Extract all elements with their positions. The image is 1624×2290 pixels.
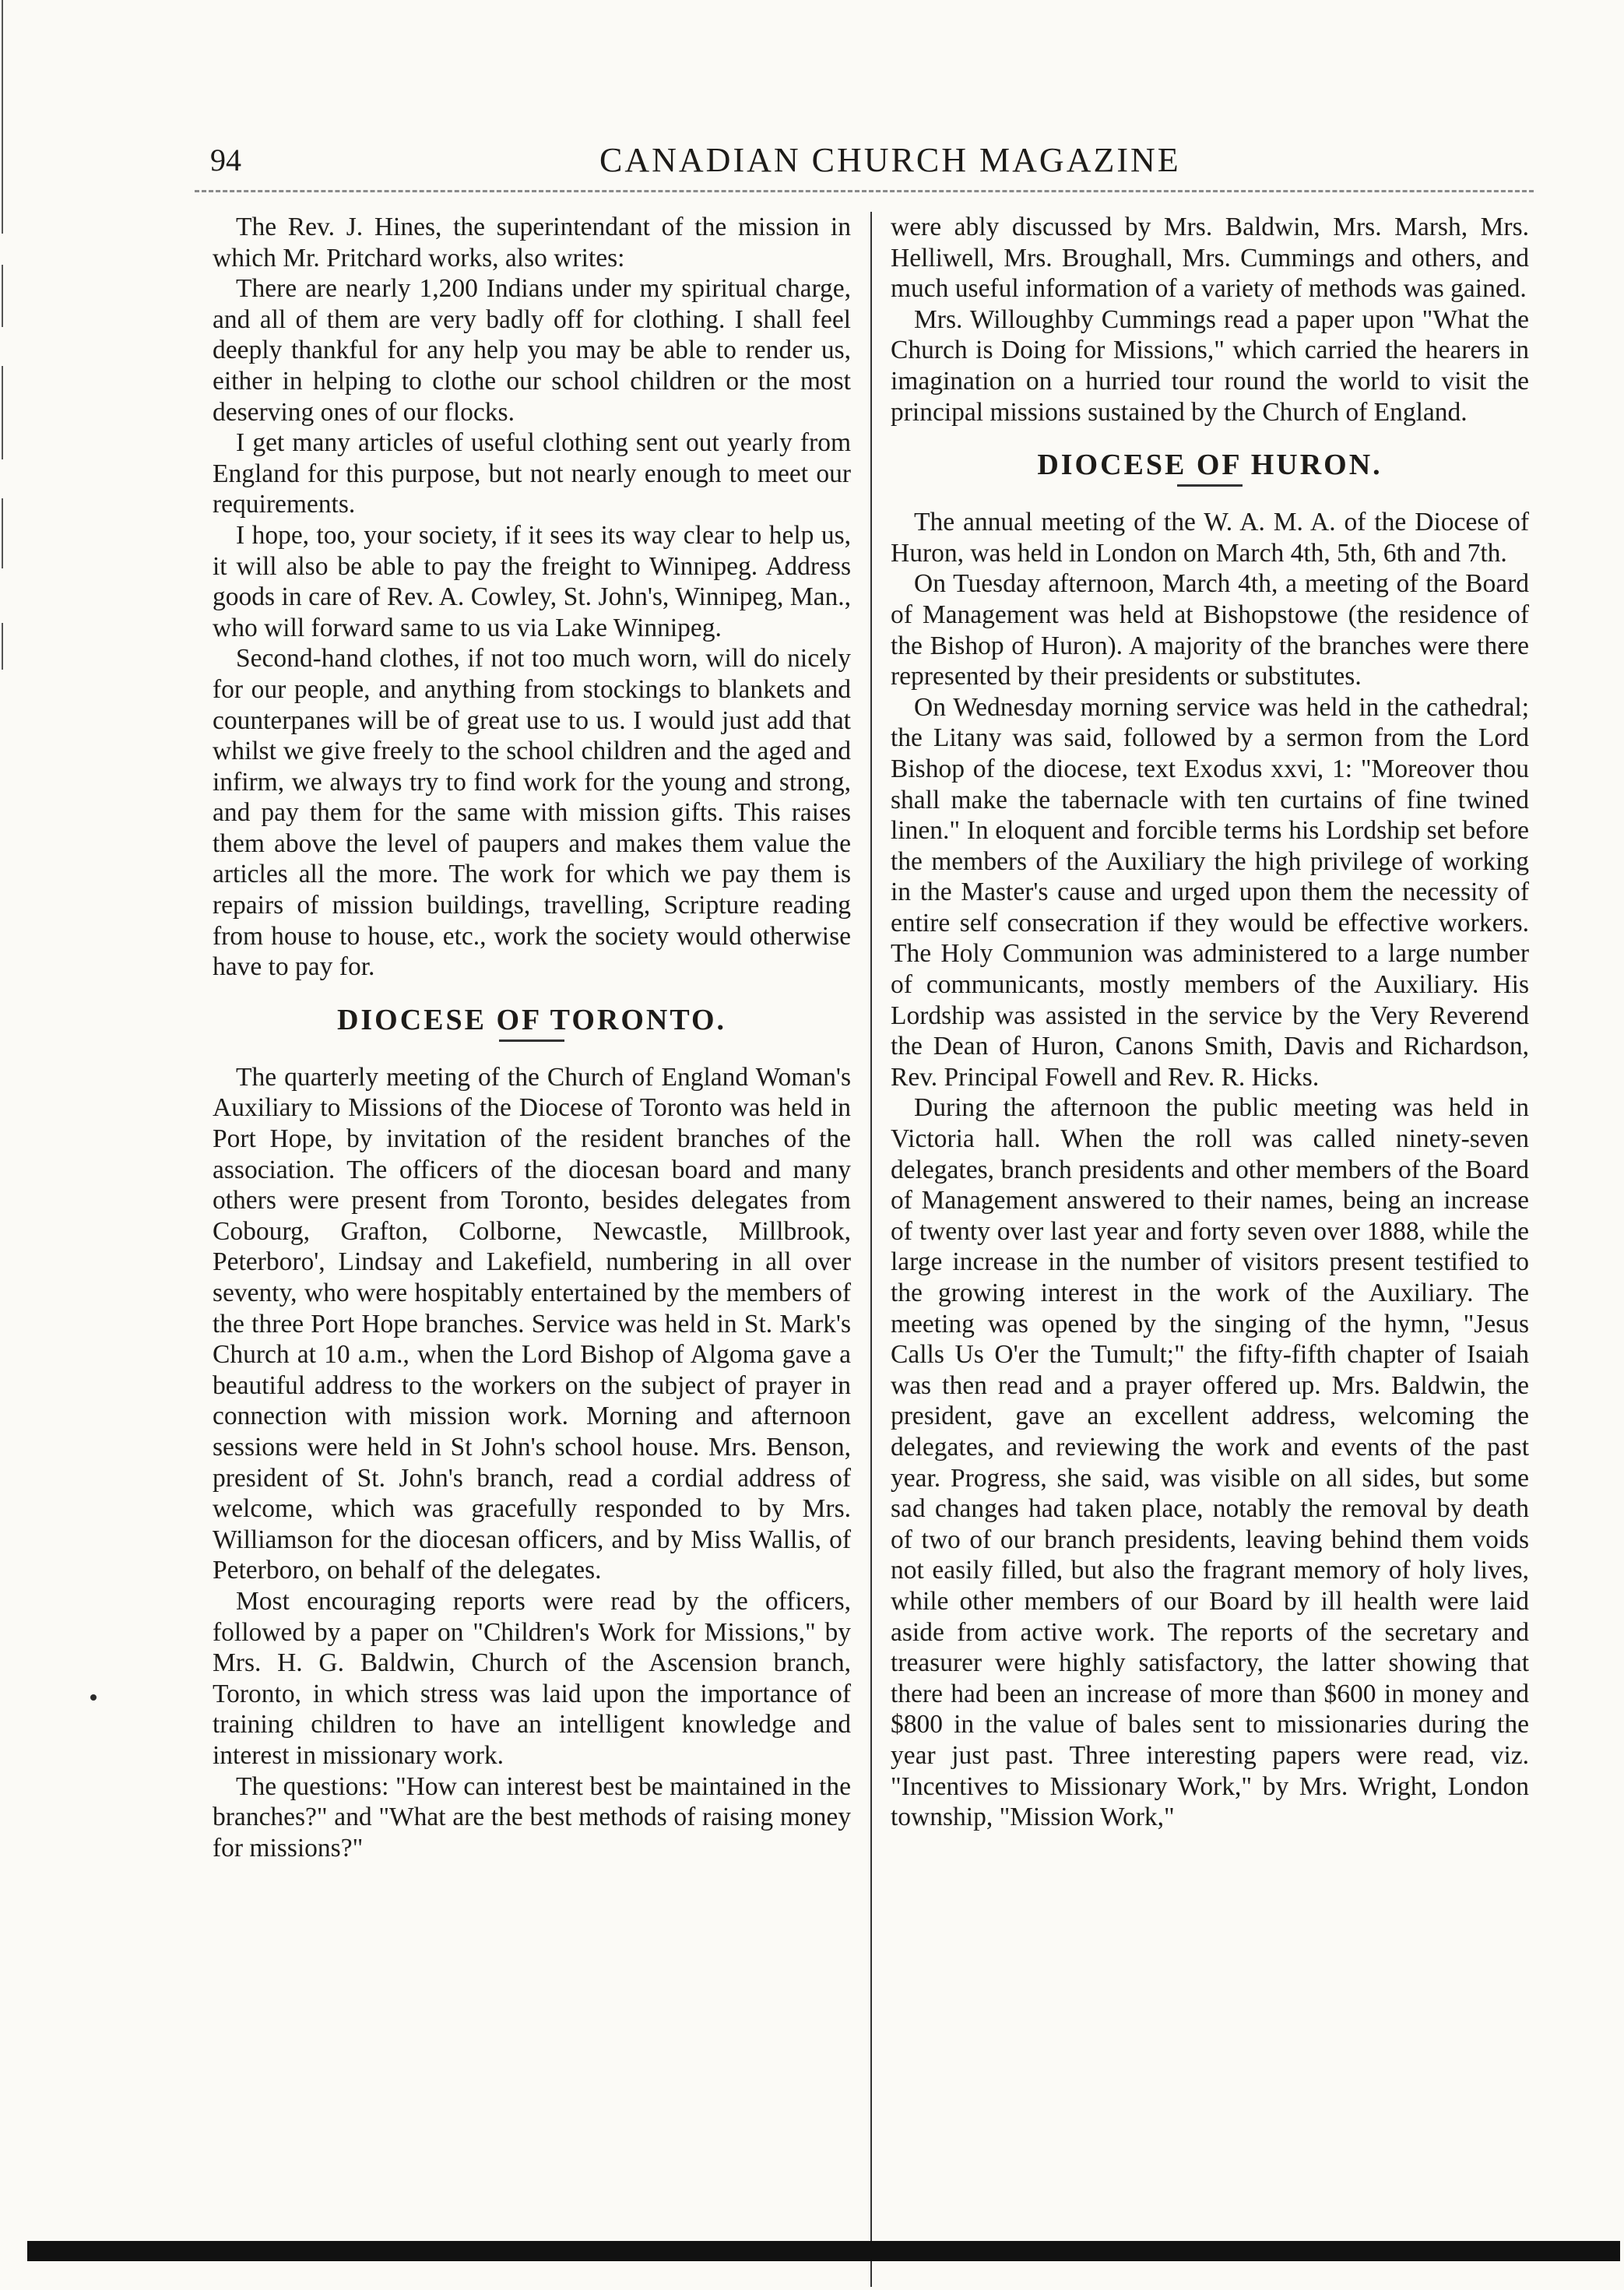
section-heading-huron: DIOCESE OF HURON. <box>1037 449 1383 482</box>
section-heading-toronto: DIOCESE OF TORONTO. <box>336 1003 727 1036</box>
paragraph: On Tuesday afternoon, March 4th, a meeting of the Board of Management was held at Bishopstowe (the residence of the Bishop of Huron). A majority of the branches were there represented by their presidents or substitutes. <box>891 569 1529 691</box>
bottom-scan-bar <box>27 2241 1620 2261</box>
paragraph: Second-hand clothes, if not too much worn, will do nicely for our people, and anything from stockings to blankets and counterpanes will be of great use to us. I would just add that whilst we give freely to the school children and the aged and infirm, we always try to find work for the young and strong, and pay them for the same with mission gifts. This raises them above the level of paupers and makes them value the articles all the more. The work for which we pay them is repairs of mission buildings, travelling, Scripture reading from house to house, etc., work the society would otherwise have to pay for. <box>213 644 851 982</box>
column-divider <box>870 212 872 2287</box>
paragraph: During the afternoon the public meeting was held in Victoria hall. When the roll was called ninety-seven delegates, branch presidents and other members of the Board of Management answered to their names, being an increase of twenty over last year and forty seven over 1888, while the large increase in the number of visitors present testified to the growing interest in the work of the Auxiliary. The meeting was opened by the singing of the hymn, "Jesus Calls Us O'er the Tumult;" the fifty-fifth chapter of Isaiah was then read and a prayer offered up. Mrs. Baldwin, the president, gave an excellent address, welcoming the delegates, and reviewing the work and events of the past year. Progress, she said, was visible on all sides, but some sad changes had taken place, notably the removal by death of two of our branch presidents, leaving behind them voids not easily filled, but also the fragrant memory of holy lives, while other members of our Board by ill health were laid aside from active work. The reports of the secretary and treasurer were highly satisfactory, the latter showing that there had been an increase of more than $600 in money and $800 in the value of bales sent to missionaries during the year just past. Three interesting papers were read, viz. "Incentives to Missionary Work," by Mrs. Wright, London township, "Mission Work," <box>891 1093 1529 1832</box>
scan-edge-line <box>2 498 3 568</box>
scan-edge-line <box>2 366 3 459</box>
left-column <box>213 212 851 1863</box>
stray-ink-dot <box>90 1694 97 1701</box>
scan-edge-line <box>2 265 3 327</box>
paragraph: The Rev. J. Hines, the superintendant of the mission in which Mr. Pritchard works, also writes: <box>213 213 851 273</box>
heading-rule <box>499 1039 564 1042</box>
header-rule <box>195 190 1534 192</box>
page-number: 94 <box>210 142 241 178</box>
paragraph: Most encouraging reports were read by the officers, followed by a paper on "Children's Work for Missions," by Mrs. H. G. Baldwin, Church of the Ascension branch, Toronto, in which stress was laid upon the importance of training children to have an intelligent knowledge and interest in missionary work. <box>213 1586 851 1770</box>
paragraph: There are nearly 1,200 Indians under my spiritual charge, and all of them are very badly off for clothing. I shall feel deeply thankful for any help you may be able to render us, either in helping to clothe our school children or the most deserving ones of our flocks. <box>213 274 851 427</box>
right-column <box>891 212 1529 1833</box>
scan-edge-line <box>2 0 3 234</box>
scan-edge-line <box>2 623 3 670</box>
paragraph: The questions: "How can interest best be maintained in the branches?" and "What are the best methods of raising money for missions?" <box>213 1771 851 1863</box>
running-title: CANADIAN CHURCH MAGAZINE <box>599 141 1181 179</box>
page-header <box>210 139 1534 193</box>
paragraph: I get many articles of useful clothing sent out yearly from England for this purpose, but not nearly enough to meet our requirements. <box>213 428 851 519</box>
paragraph: The annual meeting of the W. A. M. A. of the Diocese of Huron, was held in London on March 4th, 5th, 6th and 7th. <box>891 508 1529 568</box>
paragraph: The quarterly meeting of the Church of England Woman's Auxiliary to Missions of the Diocese of Toronto was held in Port Hope, by invitation of the resident branches of the association. The officers of the diocesan board and many others were present from Toronto, besides delegates from Cobourg, Grafton, Colborne, Newcastle, Millbrook, Peterboro', Lindsay and Lakefield, numbering in all over seventy, who were hospitably entertained by the members of the three Port Hope branches. Service was held in St. Mark's Church at 10 a.m., when the Lord Bishop of Algoma gave a beautiful address to the workers on the subject of prayer in connection with mission work. Morning and afternoon sessions were held in St John's school house. Mrs. Benson, president of St. John's branch, read a cordial address of welcome, which was gracefully responded to by Mrs. Williamson for the diocesan officers, and by Miss Wallis, of Peterboro, on behalf of the delegates. <box>213 1062 851 1585</box>
heading-rule <box>1177 484 1243 487</box>
paragraph: were ably discussed by Mrs. Baldwin, Mrs. Marsh, Mrs. Helliwell, Mrs. Broughall, Mrs. Cummings and others, and much useful information of a variety of methods was gained. <box>891 213 1529 304</box>
paragraph: Mrs. Willoughby Cummings read a paper upon "What the Church is Doing for Missions," which carried the hearers in imagination on a hurried tour round the world to visit the principal missions sustained by the Church of England. <box>891 304 1529 427</box>
paragraph: I hope, too, your society, if it sees its way clear to help us, it will also be able to pay the freight to Winnipeg. Address goods in care of Rev. A. Cowley, St. John's, Winnipeg, Man., who will forward same to us via Lake Winnipeg. <box>213 520 851 642</box>
paragraph: On Wednesday morning service was held in the cathedral; the Litany was said, followed by a sermon from the Lord Bishop of the diocese, text Exodus xxvi, 1: "Moreover thou shall make the tabernacle with ten curtains of fine twined linen." In eloquent and forcible terms his Lordship set before the members of the Auxiliary the high privilege of working in the Master's cause and urged upon them the necessity of entire self consecration if they would be effective workers. The Holy Communion was administered to a large number of communicants, mostly members of the Auxiliary. His Lordship was assisted in the service by the Very Reverend the Dean of Huron, Canons Smith, Davis and Richardson, Rev. Principal Fowell and Rev. R. Hicks. <box>891 692 1529 1092</box>
